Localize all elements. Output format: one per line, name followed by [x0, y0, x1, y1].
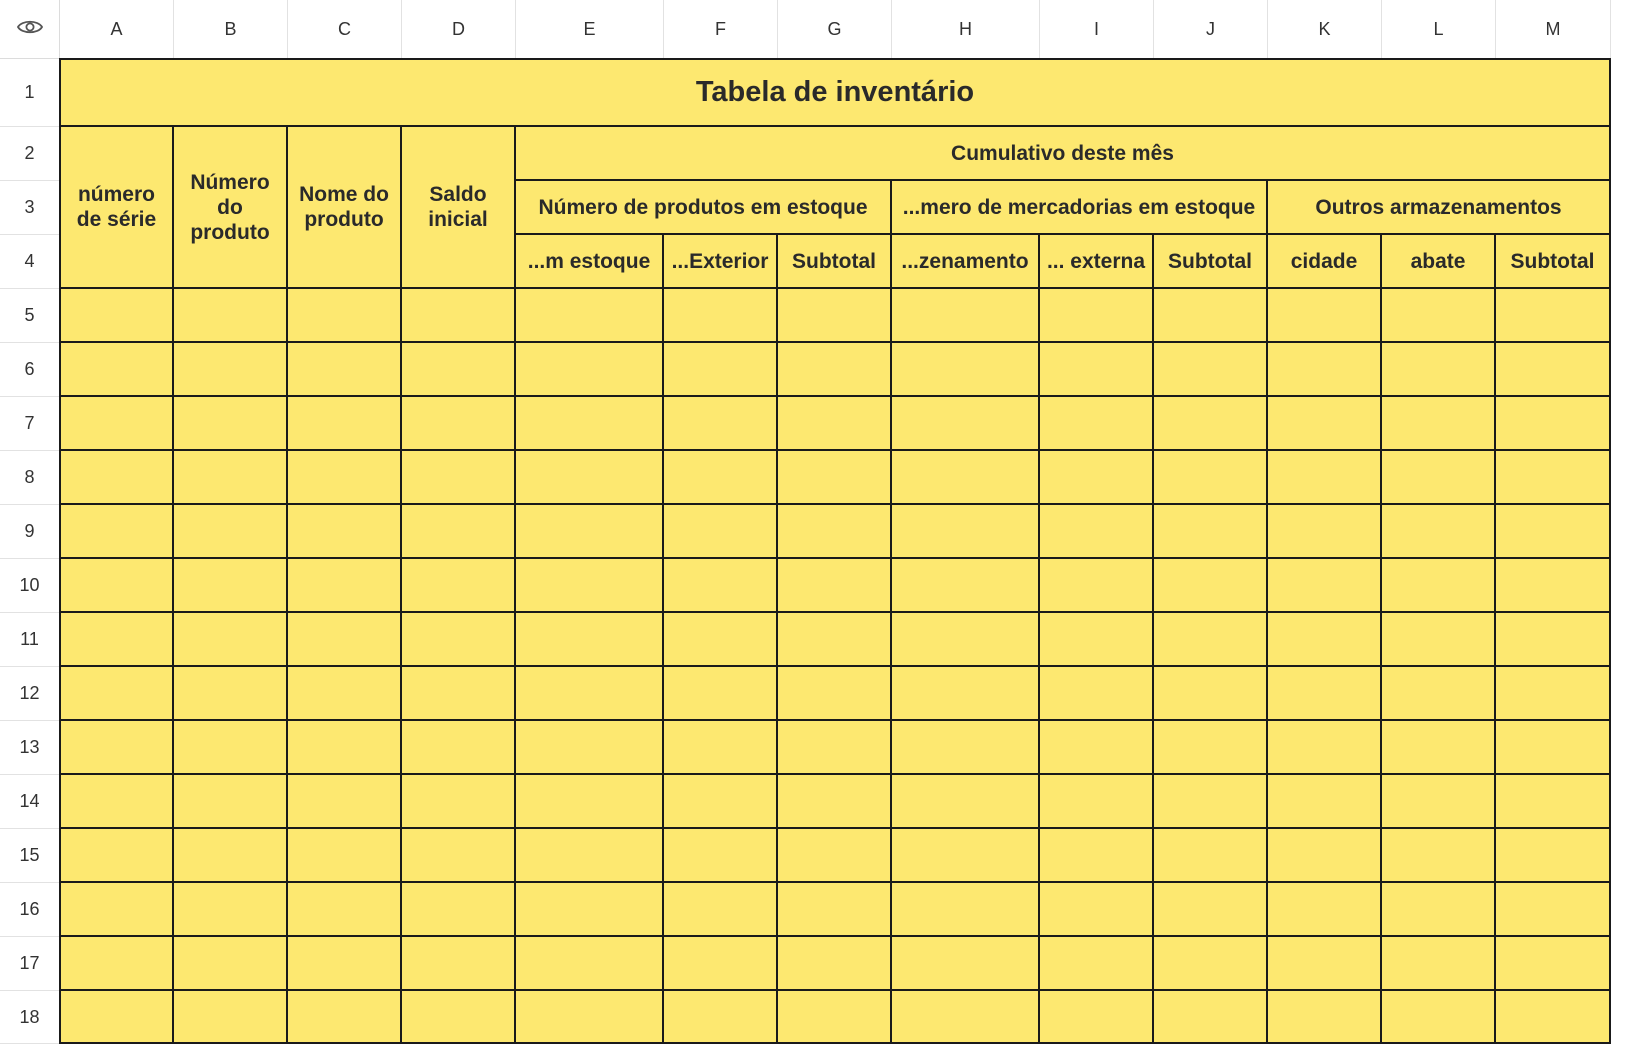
cell-g12[interactable] — [778, 667, 892, 721]
cell-a12[interactable] — [61, 667, 174, 721]
cell-b12[interactable] — [174, 667, 288, 721]
cell-b9[interactable] — [174, 505, 288, 559]
cell-l9[interactable] — [1382, 505, 1496, 559]
column-header-e[interactable]: E — [516, 0, 664, 59]
header-product-name[interactable]: Nome do produto — [288, 127, 402, 289]
cell-e8[interactable] — [516, 451, 664, 505]
cell-c17[interactable] — [288, 937, 402, 991]
cell-l6[interactable] — [1382, 343, 1496, 397]
cell-c14[interactable] — [288, 775, 402, 829]
cell-j12[interactable] — [1154, 667, 1268, 721]
row-header-15[interactable]: 15 — [0, 829, 60, 883]
cell-m13[interactable] — [1496, 721, 1611, 775]
cell-e6[interactable] — [516, 343, 664, 397]
cell-a5[interactable] — [61, 289, 174, 343]
cell-h13[interactable] — [892, 721, 1040, 775]
cell-j11[interactable] — [1154, 613, 1268, 667]
cell-i12[interactable] — [1040, 667, 1154, 721]
cell-g8[interactable] — [778, 451, 892, 505]
cell-d18[interactable] — [402, 991, 516, 1044]
cell-m11[interactable] — [1496, 613, 1611, 667]
row-header-18[interactable]: 18 — [0, 991, 60, 1044]
cell-k12[interactable] — [1268, 667, 1382, 721]
cell-c9[interactable] — [288, 505, 402, 559]
cell-b15[interactable] — [174, 829, 288, 883]
cell-d13[interactable] — [402, 721, 516, 775]
cell-b18[interactable] — [174, 991, 288, 1044]
cell-e13[interactable] — [516, 721, 664, 775]
cell-g13[interactable] — [778, 721, 892, 775]
cell-i9[interactable] — [1040, 505, 1154, 559]
cell-l5[interactable] — [1382, 289, 1496, 343]
cell-d16[interactable] — [402, 883, 516, 937]
cell-f5[interactable] — [664, 289, 778, 343]
cell-j7[interactable] — [1154, 397, 1268, 451]
cell-h5[interactable] — [892, 289, 1040, 343]
cell-i17[interactable] — [1040, 937, 1154, 991]
cell-a16[interactable] — [61, 883, 174, 937]
cell-d11[interactable] — [402, 613, 516, 667]
cell-b7[interactable] — [174, 397, 288, 451]
cell-a18[interactable] — [61, 991, 174, 1044]
cell-j6[interactable] — [1154, 343, 1268, 397]
cell-c5[interactable] — [288, 289, 402, 343]
cell-c13[interactable] — [288, 721, 402, 775]
column-header-b[interactable]: B — [174, 0, 288, 59]
column-header-m[interactable]: M — [1496, 0, 1611, 59]
cell-d9[interactable] — [402, 505, 516, 559]
cell-j10[interactable] — [1154, 559, 1268, 613]
cell-h12[interactable] — [892, 667, 1040, 721]
cell-k17[interactable] — [1268, 937, 1382, 991]
header-sub-f[interactable]: ...Exterior — [664, 235, 778, 289]
row-header-13[interactable]: 13 — [0, 721, 60, 775]
cell-d14[interactable] — [402, 775, 516, 829]
cell-b10[interactable] — [174, 559, 288, 613]
cell-l11[interactable] — [1382, 613, 1496, 667]
cell-c15[interactable] — [288, 829, 402, 883]
cell-m9[interactable] — [1496, 505, 1611, 559]
cell-e17[interactable] — [516, 937, 664, 991]
cell-d5[interactable] — [402, 289, 516, 343]
header-sub-i[interactable]: ... externa — [1040, 235, 1154, 289]
cell-e9[interactable] — [516, 505, 664, 559]
header-product-number[interactable]: Número do produto — [174, 127, 288, 289]
cell-i10[interactable] — [1040, 559, 1154, 613]
cell-a7[interactable] — [61, 397, 174, 451]
cell-h16[interactable] — [892, 883, 1040, 937]
cell-h17[interactable] — [892, 937, 1040, 991]
cell-e11[interactable] — [516, 613, 664, 667]
cell-h6[interactable] — [892, 343, 1040, 397]
cell-i7[interactable] — [1040, 397, 1154, 451]
header-sub-j[interactable]: Subtotal — [1154, 235, 1268, 289]
cell-i18[interactable] — [1040, 991, 1154, 1044]
column-header-a[interactable]: A — [60, 0, 174, 59]
cell-a8[interactable] — [61, 451, 174, 505]
cell-e16[interactable] — [516, 883, 664, 937]
row-header-11[interactable]: 11 — [0, 613, 60, 667]
cell-d10[interactable] — [402, 559, 516, 613]
cell-b14[interactable] — [174, 775, 288, 829]
header-group-products-in-stock[interactable]: Número de produtos em estoque — [516, 181, 892, 235]
cell-l12[interactable] — [1382, 667, 1496, 721]
cell-g17[interactable] — [778, 937, 892, 991]
cell-c10[interactable] — [288, 559, 402, 613]
cell-j9[interactable] — [1154, 505, 1268, 559]
header-serial-number[interactable]: número de série — [61, 127, 174, 289]
row-header-14[interactable]: 14 — [0, 775, 60, 829]
cell-b5[interactable] — [174, 289, 288, 343]
cell-k11[interactable] — [1268, 613, 1382, 667]
cell-c8[interactable] — [288, 451, 402, 505]
cell-m16[interactable] — [1496, 883, 1611, 937]
header-cumulative-month[interactable]: Cumulativo deste mês — [516, 127, 1611, 181]
row-header-12[interactable]: 12 — [0, 667, 60, 721]
cell-m14[interactable] — [1496, 775, 1611, 829]
cell-m10[interactable] — [1496, 559, 1611, 613]
cell-k5[interactable] — [1268, 289, 1382, 343]
header-sub-m[interactable]: Subtotal — [1496, 235, 1611, 289]
cell-h7[interactable] — [892, 397, 1040, 451]
cell-f10[interactable] — [664, 559, 778, 613]
column-header-h[interactable]: H — [892, 0, 1040, 59]
cell-a11[interactable] — [61, 613, 174, 667]
cell-k8[interactable] — [1268, 451, 1382, 505]
cell-m6[interactable] — [1496, 343, 1611, 397]
cell-f16[interactable] — [664, 883, 778, 937]
cell-k16[interactable] — [1268, 883, 1382, 937]
column-header-c[interactable]: C — [288, 0, 402, 59]
cell-k6[interactable] — [1268, 343, 1382, 397]
cell-e5[interactable] — [516, 289, 664, 343]
cell-j14[interactable] — [1154, 775, 1268, 829]
cell-m12[interactable] — [1496, 667, 1611, 721]
cell-f14[interactable] — [664, 775, 778, 829]
cell-f18[interactable] — [664, 991, 778, 1044]
cell-c18[interactable] — [288, 991, 402, 1044]
cell-a9[interactable] — [61, 505, 174, 559]
cell-h11[interactable] — [892, 613, 1040, 667]
cell-g16[interactable] — [778, 883, 892, 937]
cell-c11[interactable] — [288, 613, 402, 667]
cell-f17[interactable] — [664, 937, 778, 991]
cell-i14[interactable] — [1040, 775, 1154, 829]
cell-g10[interactable] — [778, 559, 892, 613]
cell-a17[interactable] — [61, 937, 174, 991]
row-header-10[interactable]: 10 — [0, 559, 60, 613]
row-header-7[interactable]: 7 — [0, 397, 60, 451]
cell-i16[interactable] — [1040, 883, 1154, 937]
row-header-17[interactable]: 17 — [0, 937, 60, 991]
cell-b13[interactable] — [174, 721, 288, 775]
header-sub-l[interactable]: abate — [1382, 235, 1496, 289]
cell-e18[interactable] — [516, 991, 664, 1044]
cell-b11[interactable] — [174, 613, 288, 667]
cell-g11[interactable] — [778, 613, 892, 667]
cell-k18[interactable] — [1268, 991, 1382, 1044]
cell-m15[interactable] — [1496, 829, 1611, 883]
eye-icon[interactable] — [17, 18, 43, 41]
cell-l13[interactable] — [1382, 721, 1496, 775]
cell-j13[interactable] — [1154, 721, 1268, 775]
cell-d17[interactable] — [402, 937, 516, 991]
cell-j8[interactable] — [1154, 451, 1268, 505]
cell-j18[interactable] — [1154, 991, 1268, 1044]
column-header-l[interactable]: L — [1382, 0, 1496, 59]
cell-d8[interactable] — [402, 451, 516, 505]
cell-m5[interactable] — [1496, 289, 1611, 343]
column-header-d[interactable]: D — [402, 0, 516, 59]
cell-e14[interactable] — [516, 775, 664, 829]
cell-k15[interactable] — [1268, 829, 1382, 883]
cell-d6[interactable] — [402, 343, 516, 397]
cell-b6[interactable] — [174, 343, 288, 397]
cell-b16[interactable] — [174, 883, 288, 937]
cell-h14[interactable] — [892, 775, 1040, 829]
cell-m17[interactable] — [1496, 937, 1611, 991]
header-sub-e[interactable]: ...m estoque — [516, 235, 664, 289]
header-sub-h[interactable]: ...zenamento — [892, 235, 1040, 289]
cell-f8[interactable] — [664, 451, 778, 505]
cell-b8[interactable] — [174, 451, 288, 505]
cell-l8[interactable] — [1382, 451, 1496, 505]
cell-h15[interactable] — [892, 829, 1040, 883]
select-all-corner[interactable] — [0, 0, 60, 59]
cell-f11[interactable] — [664, 613, 778, 667]
cell-e7[interactable] — [516, 397, 664, 451]
cell-m8[interactable] — [1496, 451, 1611, 505]
cell-g7[interactable] — [778, 397, 892, 451]
row-header-1[interactable]: 1 — [0, 59, 60, 127]
cell-d15[interactable] — [402, 829, 516, 883]
cell-f9[interactable] — [664, 505, 778, 559]
row-header-16[interactable]: 16 — [0, 883, 60, 937]
column-header-k[interactable]: K — [1268, 0, 1382, 59]
cell-m7[interactable] — [1496, 397, 1611, 451]
cell-i8[interactable] — [1040, 451, 1154, 505]
table-top-border — [59, 58, 1611, 60]
cell-k9[interactable] — [1268, 505, 1382, 559]
cell-h10[interactable] — [892, 559, 1040, 613]
cell-i15[interactable] — [1040, 829, 1154, 883]
cell-d12[interactable] — [402, 667, 516, 721]
row-header-6[interactable]: 6 — [0, 343, 60, 397]
cell-f6[interactable] — [664, 343, 778, 397]
cell-f15[interactable] — [664, 829, 778, 883]
cell-g18[interactable] — [778, 991, 892, 1044]
row-header-8[interactable]: 8 — [0, 451, 60, 505]
cell-k10[interactable] — [1268, 559, 1382, 613]
cell-j17[interactable] — [1154, 937, 1268, 991]
row-header-9[interactable]: 9 — [0, 505, 60, 559]
cell-j16[interactable] — [1154, 883, 1268, 937]
cell-a15[interactable] — [61, 829, 174, 883]
row-header-2[interactable]: 2 — [0, 127, 60, 181]
cell-a13[interactable] — [61, 721, 174, 775]
cell-l14[interactable] — [1382, 775, 1496, 829]
cell-e12[interactable] — [516, 667, 664, 721]
cell-j15[interactable] — [1154, 829, 1268, 883]
cell-c16[interactable] — [288, 883, 402, 937]
table-title[interactable]: Tabela de inventário — [61, 60, 1611, 127]
column-header-f[interactable]: F — [664, 0, 778, 59]
cell-l17[interactable] — [1382, 937, 1496, 991]
cell-m18[interactable] — [1496, 991, 1611, 1044]
cell-g15[interactable] — [778, 829, 892, 883]
cell-h8[interactable] — [892, 451, 1040, 505]
row-header-4[interactable]: 4 — [0, 235, 60, 289]
cell-f13[interactable] — [664, 721, 778, 775]
cell-g9[interactable] — [778, 505, 892, 559]
cell-l18[interactable] — [1382, 991, 1496, 1044]
column-header-j[interactable]: J — [1154, 0, 1268, 59]
cell-e15[interactable] — [516, 829, 664, 883]
cell-a14[interactable] — [61, 775, 174, 829]
cell-g14[interactable] — [778, 775, 892, 829]
cell-c6[interactable] — [288, 343, 402, 397]
cell-l10[interactable] — [1382, 559, 1496, 613]
cell-l15[interactable] — [1382, 829, 1496, 883]
cell-k14[interactable] — [1268, 775, 1382, 829]
cell-c7[interactable] — [288, 397, 402, 451]
header-opening-balance[interactable]: Saldo inicial — [402, 127, 516, 289]
cell-k13[interactable] — [1268, 721, 1382, 775]
cell-a6[interactable] — [61, 343, 174, 397]
cell-d7[interactable] — [402, 397, 516, 451]
cell-h18[interactable] — [892, 991, 1040, 1044]
column-header-g[interactable]: G — [778, 0, 892, 59]
cell-g6[interactable] — [778, 343, 892, 397]
cell-i5[interactable] — [1040, 289, 1154, 343]
cell-f7[interactable] — [664, 397, 778, 451]
header-sub-k[interactable]: cidade — [1268, 235, 1382, 289]
cell-j5[interactable] — [1154, 289, 1268, 343]
header-sub-g[interactable]: Subtotal — [778, 235, 892, 289]
cell-i13[interactable] — [1040, 721, 1154, 775]
column-header-i[interactable]: I — [1040, 0, 1154, 59]
cell-c12[interactable] — [288, 667, 402, 721]
cell-i6[interactable] — [1040, 343, 1154, 397]
header-group-goods-in-stock[interactable]: ...mero de mercadorias em estoque — [892, 181, 1268, 235]
row-header-3[interactable]: 3 — [0, 181, 60, 235]
cell-a10[interactable] — [61, 559, 174, 613]
cell-g5[interactable] — [778, 289, 892, 343]
cell-l7[interactable] — [1382, 397, 1496, 451]
cell-h9[interactable] — [892, 505, 1040, 559]
cell-l16[interactable] — [1382, 883, 1496, 937]
cell-b17[interactable] — [174, 937, 288, 991]
table-left-border — [59, 58, 61, 1044]
cell-e10[interactable] — [516, 559, 664, 613]
header-group-other-storage[interactable]: Outros armazenamentos — [1268, 181, 1611, 235]
cell-k7[interactable] — [1268, 397, 1382, 451]
cell-i11[interactable] — [1040, 613, 1154, 667]
cell-f12[interactable] — [664, 667, 778, 721]
row-header-5[interactable]: 5 — [0, 289, 60, 343]
